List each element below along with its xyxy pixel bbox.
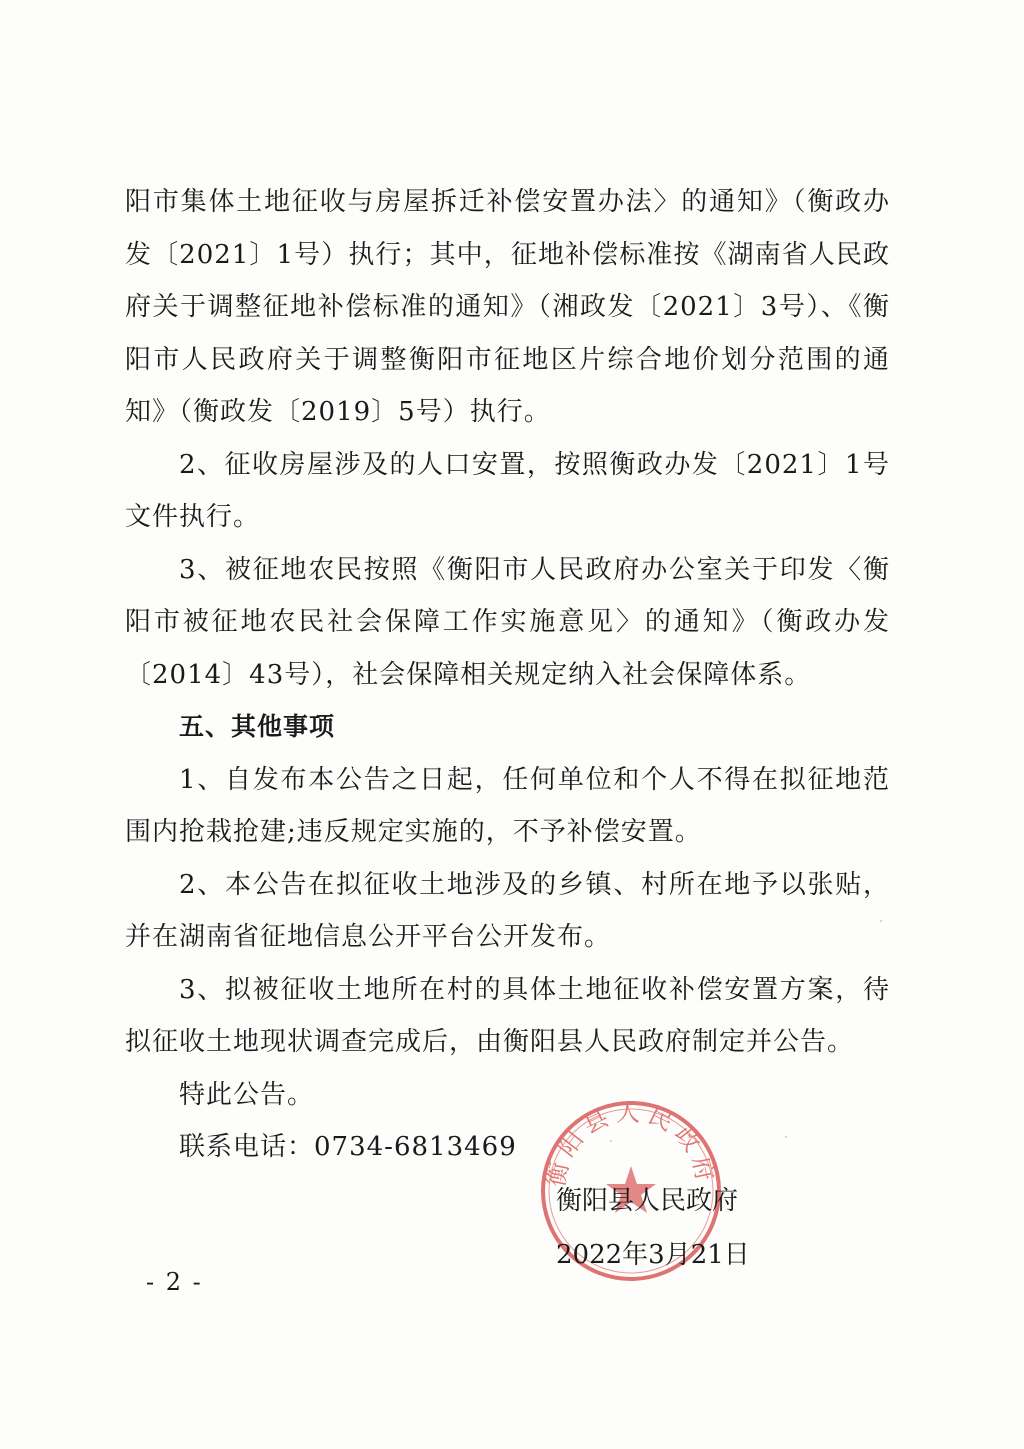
section-heading-other-matters: 五、其他事项 <box>179 712 336 741</box>
page-number: - 2 - <box>146 1268 203 1296</box>
document-body <box>125 176 890 1174</box>
scan-speck <box>880 920 882 922</box>
paragraph-other-2: 2、本公告在拟征收土地涉及的乡镇、村所在地予以张贴，并在湖南省征地信息公开平台公开发布。 <box>125 869 890 952</box>
scan-speck <box>785 1136 787 1138</box>
paragraph-other-1: 1、自发布本公告之日起，任何单位和个人不得在拟征地范围内抢栽抢建;违反规定实施的，不予补偿安置。 <box>125 764 890 847</box>
paragraph-item-2: 2、征收房屋涉及的人口安置，按照衡政办发〔2021〕1号文件执行。 <box>125 449 890 532</box>
contact-phone: 联系电话：0734-6813469 <box>179 1132 517 1162</box>
paragraph-other-3: 3、拟被征收土地所在村的具体土地征收补偿安置方案，待拟征收土地现状调查完成后，由衡阳县人民政府制定并公告。 <box>125 974 890 1057</box>
closing-announcement: 特此公告。 <box>179 1079 315 1110</box>
signature-block <box>556 1174 776 1282</box>
seal-text: 衡阳县人民政府 <box>541 1098 721 1190</box>
paragraph-item-3: 3、被征地农民按照《衡阳市人民政府办公室关于印发〈衡阳市被征地农民社会保障工作实施意见〉的通知》（衡政办发〔2014〕43号），社会保障相关规定纳入社会保障体系。 <box>125 554 890 690</box>
issuer-name: 衡阳县人民政府 <box>556 1186 739 1216</box>
paragraph-continuation: 阳市集体土地征收与房屋拆迁补偿安置办法〉的通知》（衡政办发〔2021〕1号）执行；其中，征地补偿标准按《湖南省人民政府关于调整征地补偿标准的通知》（湘政发〔2021〕3号）、《衡阳市人民政府关于调整衡阳市征地区片综合地价划分范围的通知》（衡政发〔2019〕5号）执行。 <box>125 187 890 427</box>
issue-date: 2022年3月21日 <box>556 1240 750 1270</box>
